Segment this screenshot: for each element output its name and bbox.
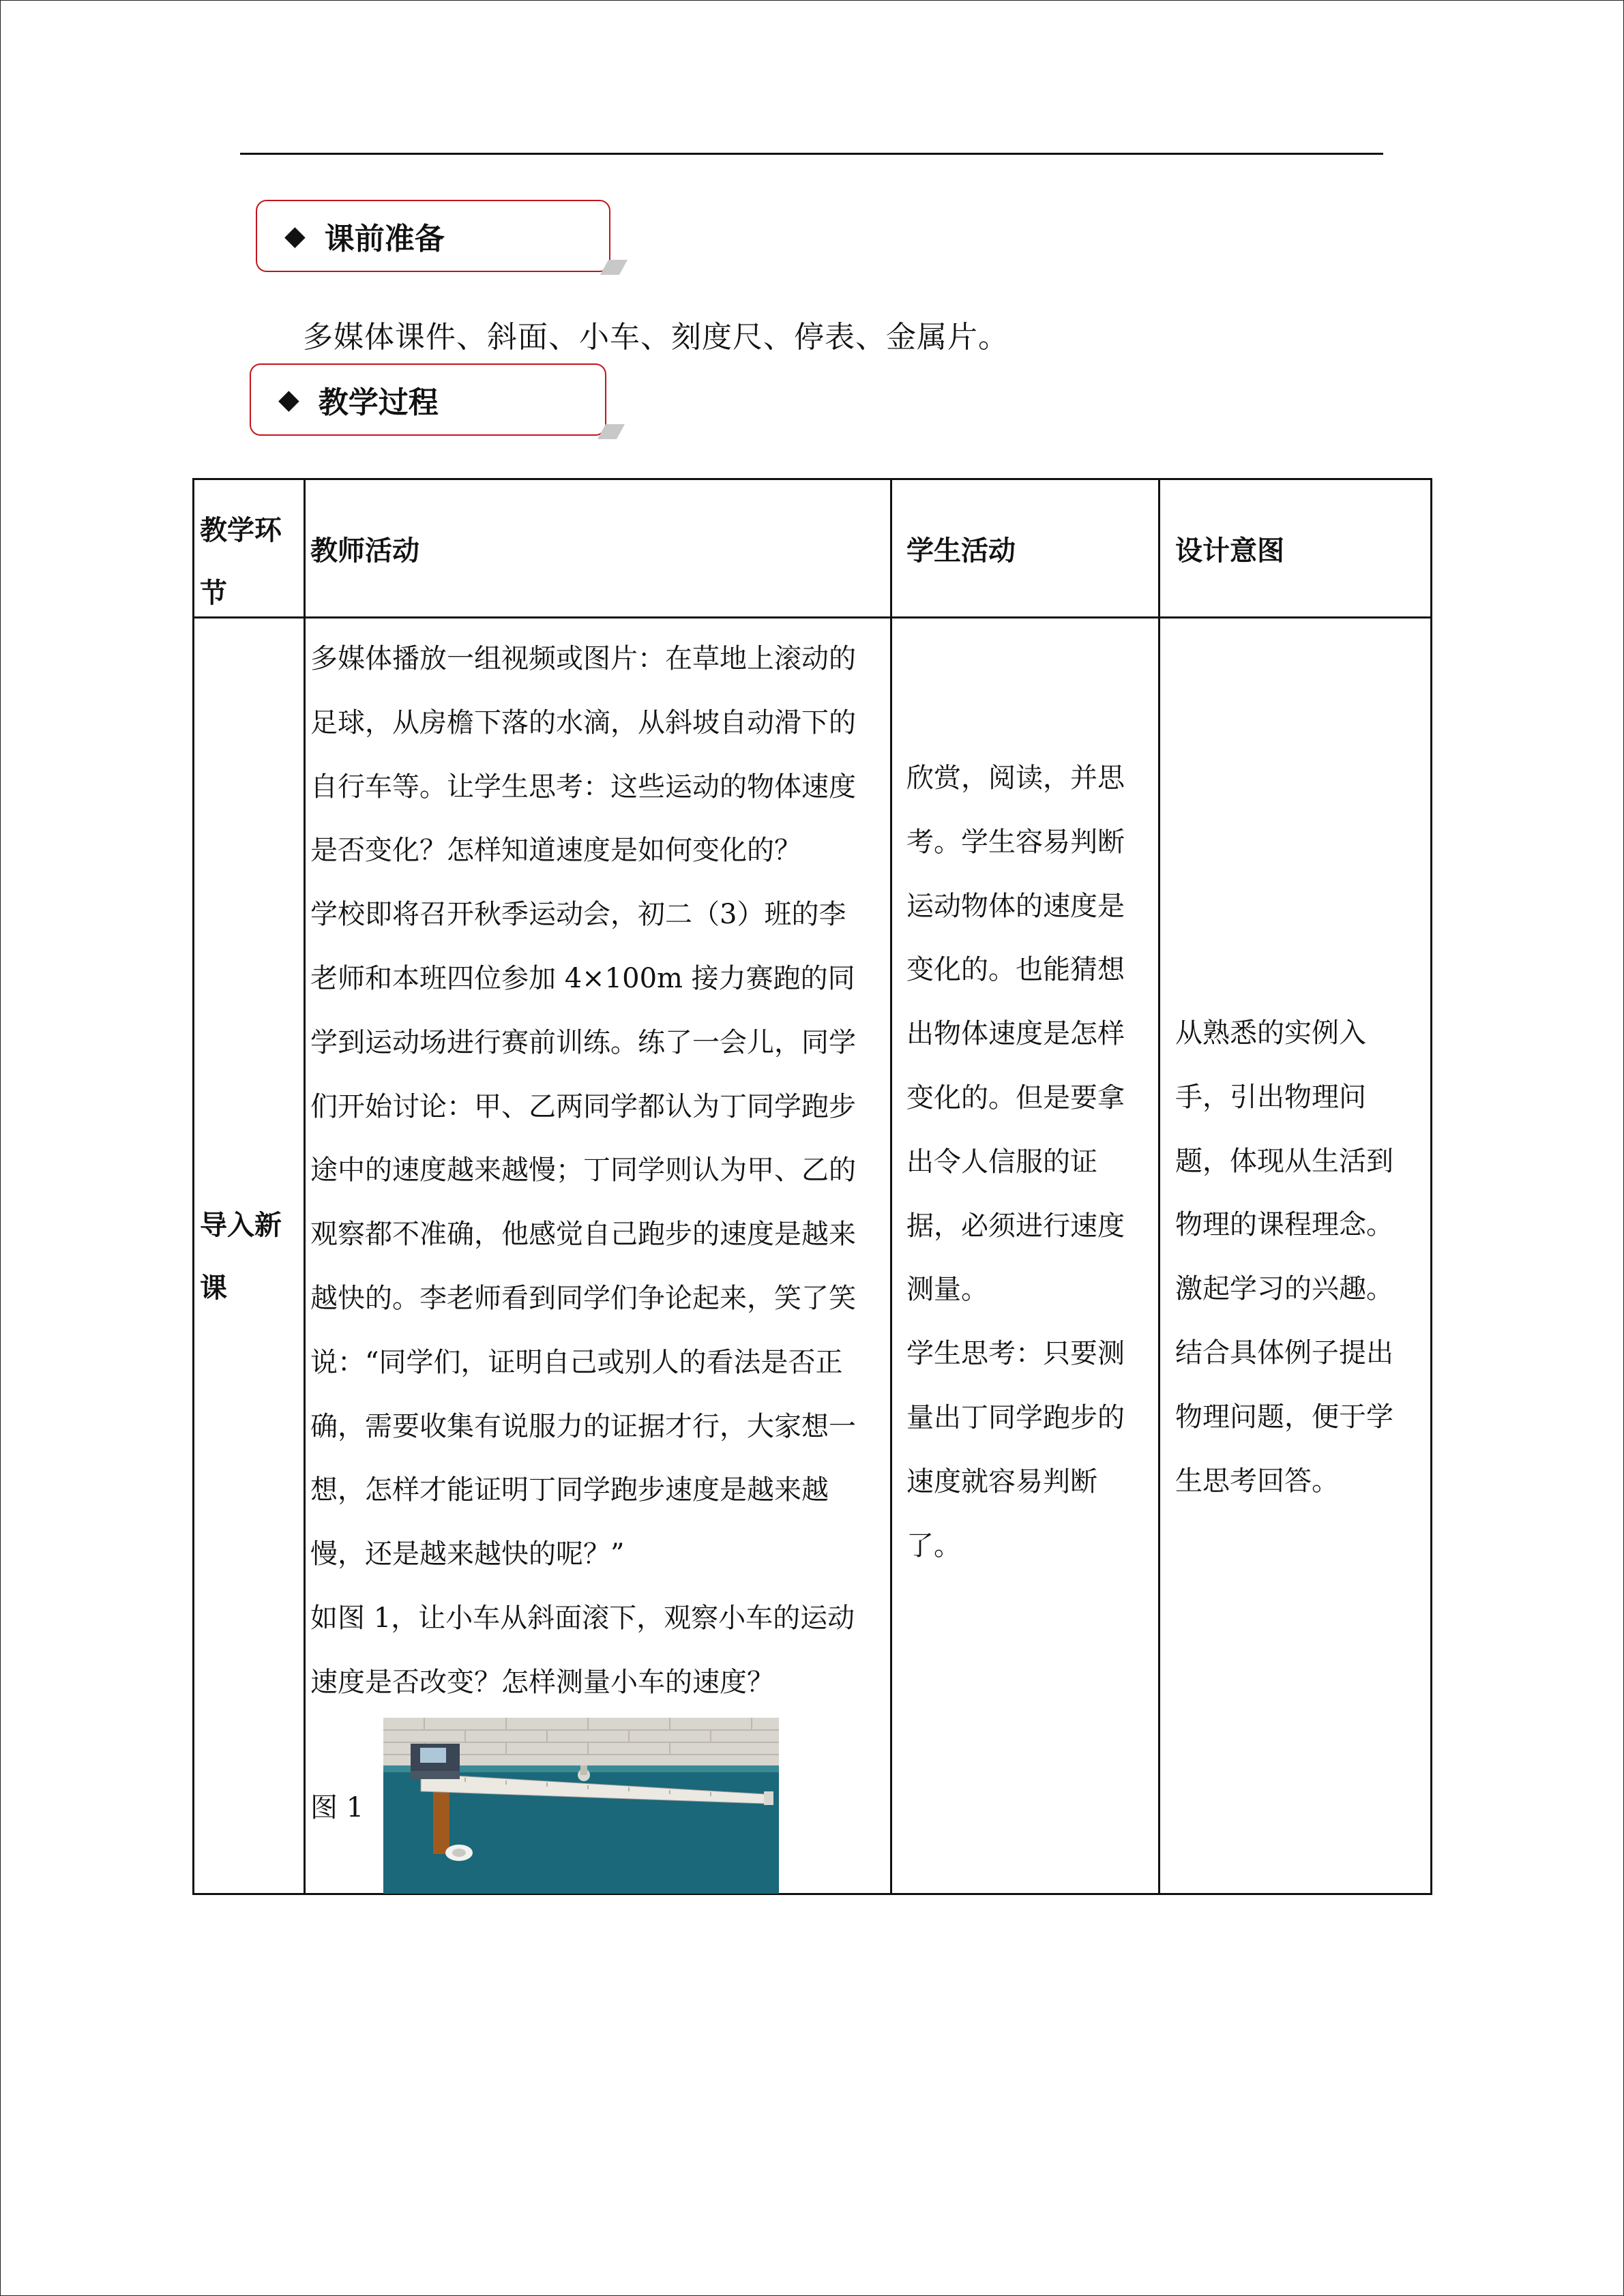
incline-experiment-image — [383, 1718, 779, 1894]
student-line: 测量。 — [906, 1274, 988, 1306]
student-activity-cell — [906, 747, 1125, 1578]
teacher-line: 速度是否改变？怎样测量小车的速度？ — [310, 1666, 774, 1698]
student-line: 考。学生容易判断 — [906, 826, 1125, 858]
section-title-process: 教学过程 — [318, 385, 439, 420]
design-intent-cell — [1175, 1002, 1393, 1513]
teacher-line: 确，需要收集有说服力的证据才行，大家想一 — [310, 1410, 856, 1442]
header-rule — [240, 153, 1383, 155]
table-column-divider — [304, 480, 306, 1893]
student-line: 出令人信服的证 — [906, 1146, 1097, 1178]
header-line: 教学环 — [200, 515, 282, 546]
teacher-line: 如图 1，让小车从斜面滚下，观察小车的运动 — [310, 1602, 855, 1634]
teacher-line: 学到运动场进行赛前训练。练了一会儿，同学 — [310, 1026, 856, 1058]
header-design-intent: 设计意图 — [1175, 535, 1284, 567]
header-line: 节 — [200, 578, 227, 609]
student-line: 据，必须进行速度 — [906, 1210, 1125, 1242]
stage-cell — [200, 1194, 282, 1320]
diamond-bullet-icon: ◆ — [278, 384, 299, 415]
header-student-activity: 学生活动 — [906, 535, 1016, 567]
design-line: 题，体现从生活到 — [1175, 1145, 1393, 1177]
design-line: 生思考回答。 — [1175, 1465, 1339, 1497]
student-line: 量出丁同学跑步的 — [906, 1401, 1125, 1433]
teacher-activity-cell — [310, 627, 856, 1715]
teacher-line: 多媒体播放一组视频或图片：在草地上滚动的 — [310, 643, 856, 674]
stage-line: 导入新 — [200, 1210, 282, 1241]
teacher-line: 越快的。李老师看到同学们争论起来，笑了笑 — [310, 1282, 856, 1314]
teacher-line: 们开始讨论：甲、乙两同学都认为丁同学跑步 — [310, 1090, 856, 1122]
student-line: 了。 — [906, 1530, 961, 1562]
figure-label: 图 1 — [310, 1792, 364, 1823]
design-line: 结合具体例子提出 — [1175, 1337, 1393, 1369]
teacher-line: 途中的速度越来越慢；丁同学则认为甲、乙的 — [310, 1154, 856, 1187]
diamond-bullet-icon: ◆ — [284, 220, 306, 252]
student-line: 运动物体的速度是 — [906, 890, 1125, 922]
student-line: 出物体速度是怎样 — [906, 1018, 1125, 1050]
stage-line: 课 — [200, 1272, 227, 1304]
design-line: 从熟悉的实例入 — [1175, 1017, 1366, 1049]
lesson-table — [192, 478, 1432, 1895]
teacher-line: 足球，从房檐下落的水滴，从斜坡自动滑下的 — [310, 706, 856, 739]
teacher-line: 自行车等。让学生思考：这些运动的物体速度 — [310, 771, 856, 803]
student-line: 学生思考：只要测 — [906, 1338, 1125, 1370]
student-line: 欣赏，阅读，并思 — [906, 762, 1125, 794]
incline-cart-photo — [383, 1718, 779, 1894]
student-line: 变化的。也能猜想 — [906, 954, 1125, 986]
section-heading-process — [250, 363, 606, 436]
prep-materials-text: 多媒体课件、斜面、小车、刻度尺、停表、金属片。 — [303, 320, 1009, 355]
teacher-line: 慢，还是越来越快的呢？” — [310, 1538, 625, 1570]
teacher-line: 想，怎样才能证明丁同学跑步速度是越来越 — [310, 1474, 829, 1506]
design-line: 手，引出物理问 — [1175, 1081, 1366, 1113]
table-column-divider — [1158, 480, 1160, 1893]
student-line: 变化的。但是要拿 — [906, 1082, 1125, 1114]
teacher-line: 是否变化？怎样知道速度是如何变化的？ — [310, 835, 801, 867]
teacher-line: 学校即将召开秋季运动会，初二（3）班的李 — [310, 899, 846, 931]
design-line: 激起学习的兴趣。 — [1175, 1273, 1393, 1305]
teacher-line: 观察都不准确，他感觉自己跑步的速度是越来 — [310, 1219, 856, 1251]
design-line: 物理的课程理念。 — [1175, 1209, 1393, 1241]
table-row-divider — [194, 616, 1430, 618]
header-teaching-stage — [200, 499, 282, 625]
design-line: 物理问题，便于学 — [1175, 1401, 1393, 1433]
table-column-divider — [890, 480, 892, 1893]
student-line: 速度就容易判断 — [906, 1465, 1097, 1497]
section-heading-prep — [256, 200, 610, 272]
teacher-line: 老师和本班四位参加 4×100m 接力赛跑的同 — [310, 962, 855, 994]
teacher-line: 说：“同学们，证明自己或别人的看法是否正 — [310, 1346, 843, 1378]
section-title-prep: 课前准备 — [324, 222, 445, 256]
header-teacher-activity: 教师活动 — [310, 535, 419, 567]
